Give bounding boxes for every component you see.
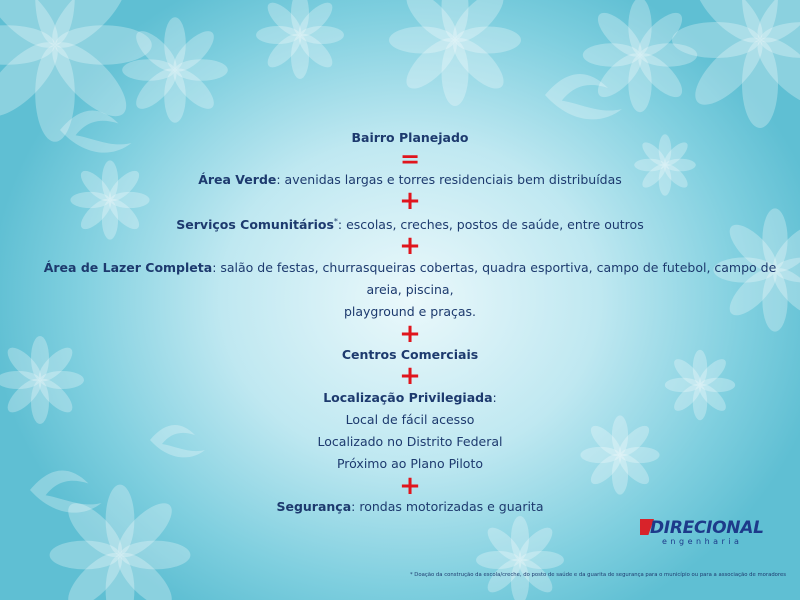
item-centros-comerciais: Centros Comerciais bbox=[341, 347, 479, 363]
equals-sign: = bbox=[399, 145, 421, 173]
footnote: * Doação da construção da escola/creche, do posto de saúde e da guarita de segurança para o município ou para a associação de moradores bbox=[409, 572, 786, 578]
item-title: Segurança bbox=[276, 499, 352, 515]
item-text: : bbox=[492, 390, 497, 406]
item-title: Serviços Comunitários bbox=[176, 217, 334, 233]
item-title: Localização Privilegiada bbox=[323, 390, 493, 406]
plus-sign: + bbox=[399, 186, 421, 216]
feature-list bbox=[40, 128, 780, 517]
page-title: Bairro Planejado bbox=[351, 130, 469, 145]
plus-sign: + bbox=[399, 231, 421, 262]
footnote-mark: * bbox=[333, 217, 338, 226]
plus-sign: + bbox=[399, 471, 421, 502]
item-title: Área de Lazer Completa bbox=[43, 260, 213, 276]
item-seguranca bbox=[40, 497, 780, 517]
item-text: : salão de festas, churrasqueiras cobertas, quadra esportiva, campo de futebol, campo de areia, piscina, bbox=[212, 260, 777, 298]
location-line: Próximo ao Plano Piloto bbox=[336, 456, 483, 472]
item-title: Área Verde bbox=[198, 172, 277, 187]
plus-sign: + bbox=[399, 319, 421, 350]
logo-name: DIRECIONAL bbox=[650, 518, 764, 538]
plus-sign: + bbox=[399, 361, 421, 392]
item-text: : escolas, creches, postos de saúde, entre outros bbox=[337, 217, 644, 233]
location-line: Local de fácil acesso bbox=[345, 412, 475, 428]
item-text: : rondas motorizadas e guarita bbox=[351, 499, 544, 515]
direcional-logo bbox=[640, 518, 764, 550]
item-text: : avenidas largas e torres residenciais bem distribuídas bbox=[276, 172, 622, 187]
location-line: Localizado no Distrito Federal bbox=[317, 434, 503, 450]
item-localizacao bbox=[40, 387, 780, 475]
item-text-continued: playground e praças. bbox=[343, 304, 477, 320]
item-area-lazer bbox=[40, 257, 780, 323]
logo-subtitle: engenharia bbox=[662, 537, 743, 546]
